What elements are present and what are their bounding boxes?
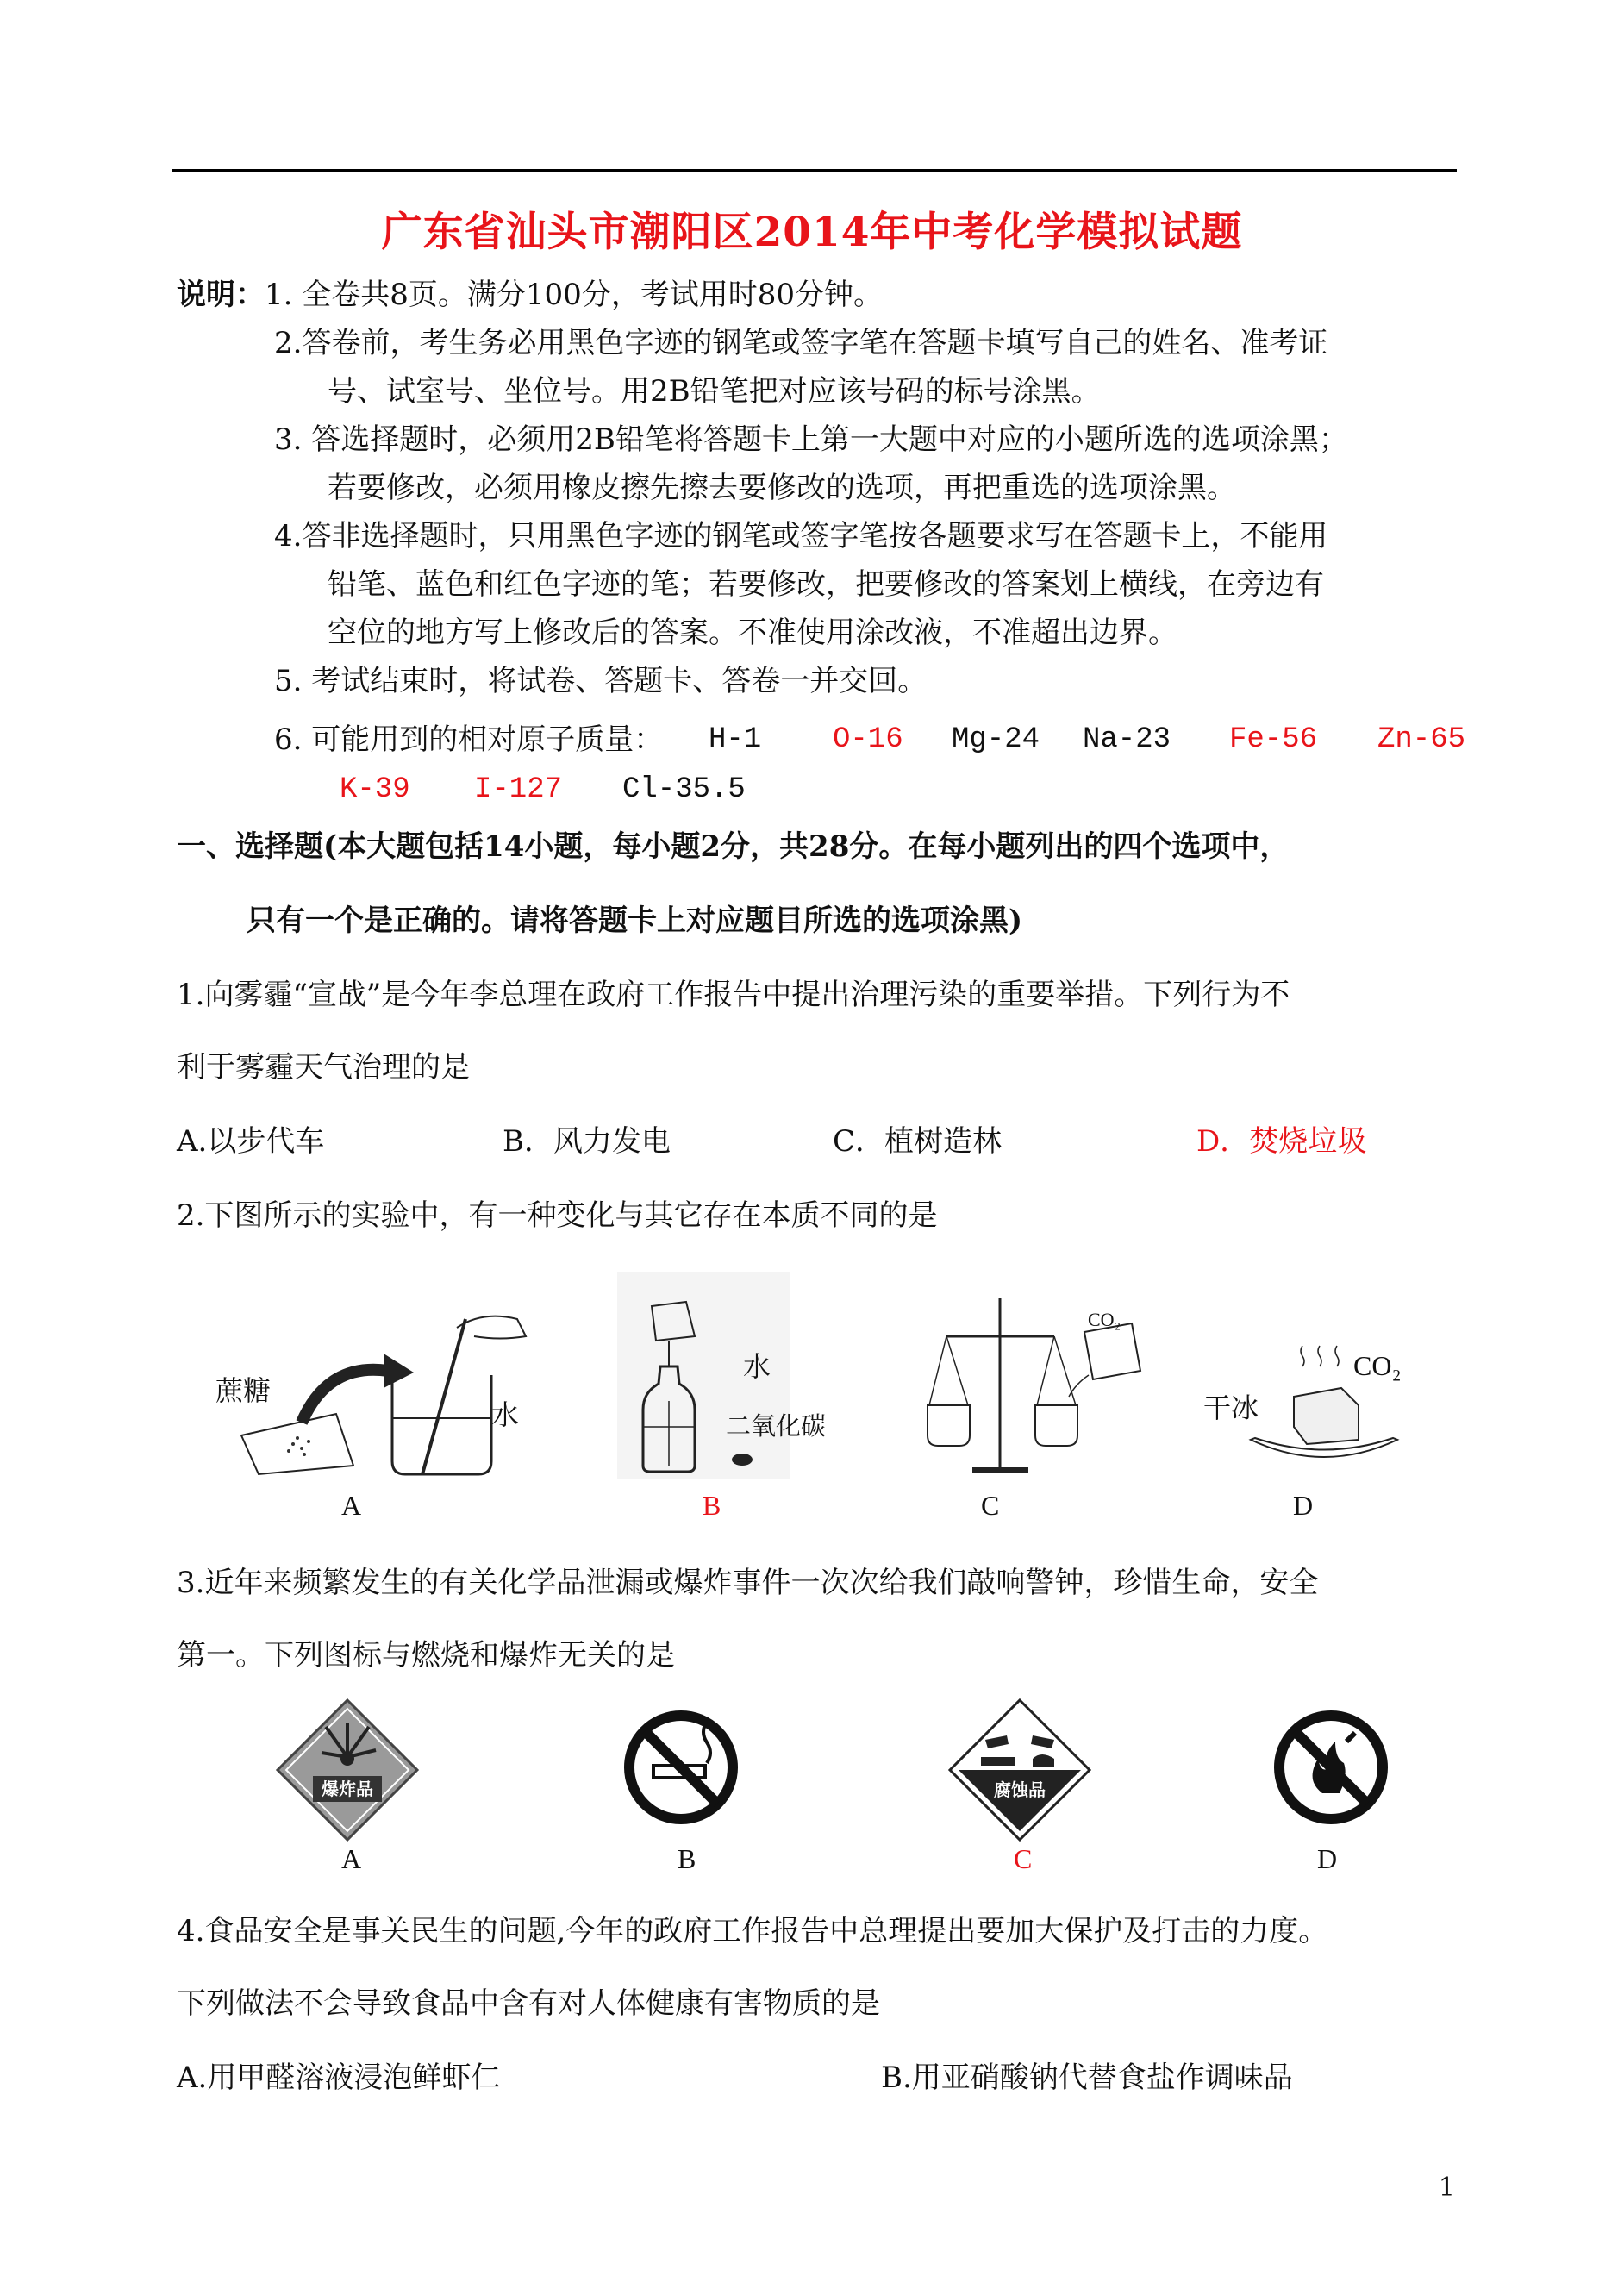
q1-option-d: D．焚烧垃圾 (1196, 1124, 1367, 1159)
note-2b: 号、试室号、坐位号。用2B铅笔把对应该号码的标号涂黑。 (328, 374, 1101, 409)
label-dry-ice: 干冰 (1203, 1392, 1259, 1423)
q4-stem-b: 下列做法不会导致食品中含有对人体健康有害物质的是 (177, 1986, 880, 2021)
note-4c: 空位的地方写上修改后的答案。不准使用涂改液，不准超出边界。 (328, 616, 1177, 650)
note-3a: 3. 答选择题时，必须用2B铅笔将答题卡上第一大题中对应的小题所选的选项涂黑； (274, 422, 1348, 457)
no-smoking-sign-icon (621, 1707, 741, 1828)
label-co2-d: CO₂ (1353, 1350, 1402, 1381)
mass-h: H-1 (709, 723, 762, 756)
mass-zn: Zn-65 (1377, 723, 1466, 756)
q3-stem-a: 3.近年来频繁发生的有关化学品泄漏或爆炸事件一次次给我们敲响警钟，珍惜生命，安全 (177, 1566, 1319, 1600)
q3-stem-b: 第一。下列图标与燃烧和爆炸无关的是 (177, 1638, 675, 1673)
note-4a: 4.答非选择题时，只用黑色字迹的钢笔或签字笔按各题要求写在答题卡上，不能用 (274, 519, 1328, 553)
mass-fe: Fe-56 (1229, 723, 1318, 756)
sign-c-text: 腐蚀品 (994, 1779, 1046, 1800)
q4-option-a: A.用甲醛溶液浸泡鲜虾仁 (177, 2060, 501, 2095)
note-3b: 若要修改，必须用橡皮擦先擦去要修改的选项，再把重选的选项涂黑。 (328, 471, 1236, 505)
section-1-line-2: 只有一个是正确的。请将答题卡上对应题目所选的选项涂黑) (247, 904, 1023, 938)
label-sugar: 蔗糖 (215, 1375, 272, 1406)
notes-line-1 (177, 278, 883, 313)
q2-stem: 2.下图所示的实验中，有一种变化与其它存在本质不同的是 (177, 1198, 938, 1233)
note-5: 5. 考试结束时，将试卷、答题卡、答卷一并交回。 (274, 664, 928, 698)
q2-option-b: B (703, 1490, 721, 1521)
q2-option-c: C (981, 1490, 1000, 1521)
q4-stem-a: 4.食品安全是事关民生的问题,今年的政府工作报告中总理提出要加大保护及打击的力度。 (177, 1914, 1328, 1948)
q2-option-a: A (341, 1490, 362, 1521)
label-water-a: 水 (491, 1399, 520, 1430)
label-water-b: 水 (743, 1351, 771, 1382)
mass-o: O-16 (833, 723, 903, 756)
note-1: 1. 全卷共8页。满分100分，考试用时80分钟。 (265, 278, 884, 312)
explosive-sign-icon (274, 1697, 421, 1843)
q1-option-c: C．植树造林 (833, 1124, 1003, 1159)
q1-option-b: B．风力发电 (503, 1124, 671, 1159)
label-co2-c: CO₂ (1088, 1309, 1121, 1330)
sign-a-text: 爆炸品 (322, 1779, 373, 1799)
q2-option-d: D (1293, 1490, 1314, 1521)
q1-stem-a: 1.向雾霾“宣战”是今年李总理在政府工作报告中提出治理污染的重要举措。下列行为不 (177, 978, 1290, 1012)
no-fire-sign-icon (1271, 1707, 1391, 1828)
q3-option-b: B (678, 1843, 696, 1874)
mass-cl: Cl-35.5 (622, 773, 746, 806)
mass-k: K-39 (340, 773, 410, 806)
page-title: 广东省汕头市潮阳区2014年中考化学模拟试题 (381, 209, 1243, 256)
note-4b: 铅笔、蓝色和红色字迹的笔；若要修改，把要修改的答案划上横线，在旁边有 (328, 567, 1324, 602)
note-6-prefix: 6. 可能用到的相对原子质量： (274, 722, 664, 757)
q3-option-a: A (341, 1843, 362, 1874)
q3-option-c: C (1014, 1843, 1033, 1874)
corrosive-sign-icon (946, 1697, 1093, 1843)
q1-stem-b: 利于雾霾天气治理的是 (177, 1050, 470, 1085)
label-co2-b: 二氧化碳 (726, 1413, 827, 1441)
section-1-line-1: 一、选择题(本大题包括14小题，每小题2分，共28分。在每小题列出的四个选项中， (177, 829, 1290, 864)
q3-option-d: D (1317, 1843, 1338, 1874)
mass-na: Na-23 (1083, 723, 1171, 756)
note-2a: 2.答卷前，考生务必用黑色字迹的钢笔或签字笔在答题卡填写自己的姓名、准考证 (274, 326, 1328, 360)
q1-option-a: A.以步代车 (177, 1124, 325, 1159)
notes-prefix: 说明： (177, 278, 265, 312)
mass-mg: Mg-24 (952, 723, 1040, 756)
header-rule (172, 169, 1457, 172)
mass-i: I-127 (474, 773, 563, 806)
q4-option-b: B.用亚硝酸钠代替食盐作调味品 (881, 2060, 1293, 2095)
page-number: 1 (1438, 2173, 1455, 2203)
